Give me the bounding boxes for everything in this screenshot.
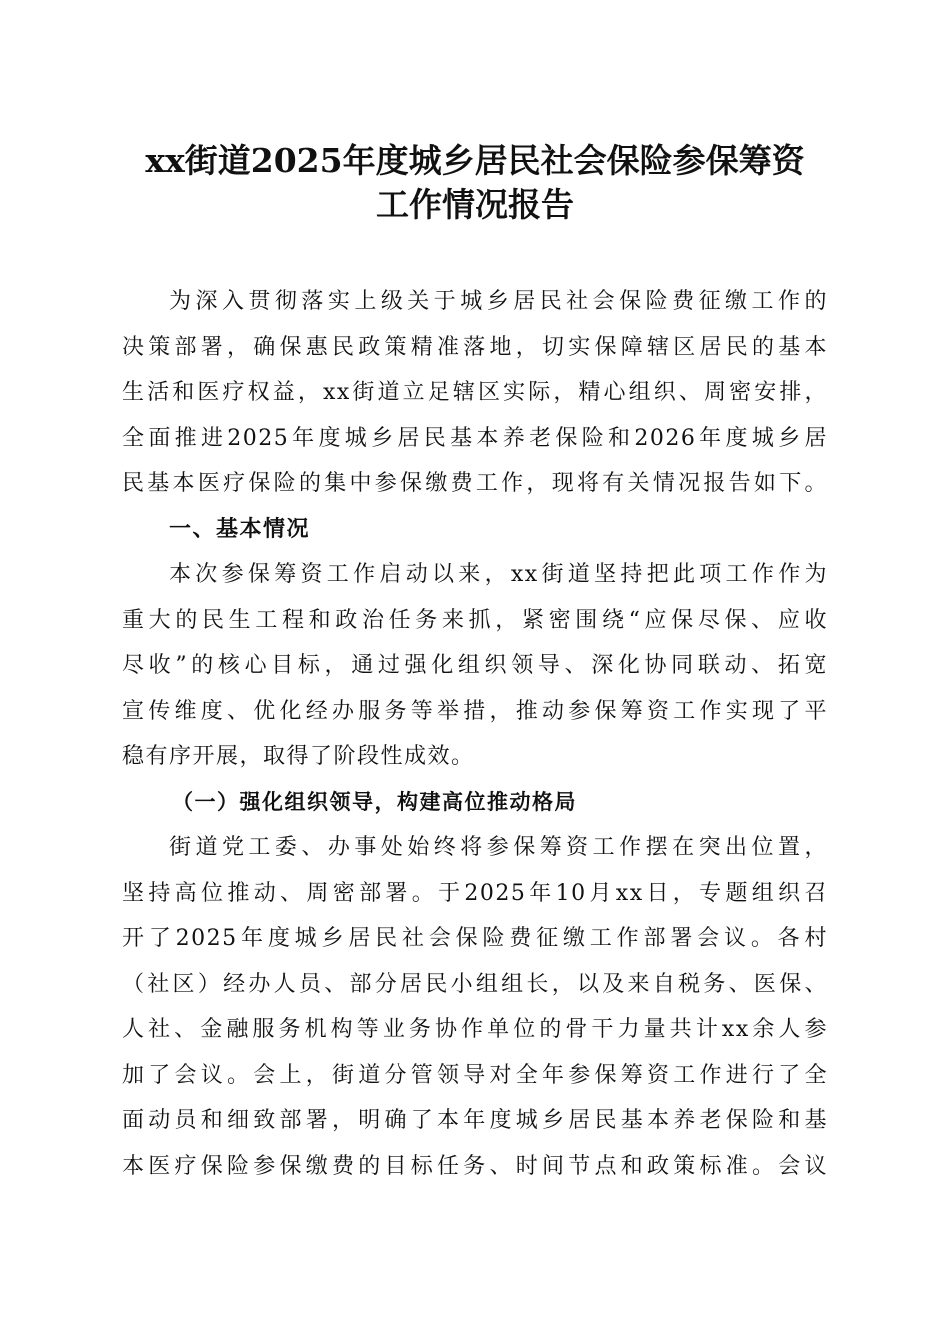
section-1-paragraph: [122, 552, 828, 780]
text-line: 为深入贯彻落实上级关于城乡居民社会保险费征缴工作的: [169, 289, 828, 314]
text-line: 本次参保筹资工作启动以来，xx街道坚持把此项工作作为: [169, 562, 828, 587]
document-title-line-1: xx街道2025年度城乡居民社会保险参保筹资: [145, 141, 805, 180]
text-line: 开了2025年度城乡居民社会保险费征缴工作部署会议。各村: [122, 926, 828, 951]
text-line: 重大的民生工程和政治任务来抓，紧密围绕“应保尽保、应收: [122, 607, 828, 633]
text-line: 加了会议。会上，街道分管领导对全年参保筹资工作进行了全: [122, 1062, 828, 1088]
text-line: 街道党工委、办事处始终将参保筹资工作摆在突出位置，: [169, 835, 828, 860]
subsection-heading-organization: （一）强化组织领导，构建高位推动格局: [172, 789, 577, 814]
text-line: 面动员和细致部署，明确了本年度城乡居民基本养老保险和基: [122, 1108, 828, 1133]
document-title-line-2: 工作情况报告: [376, 185, 574, 224]
text-line: 决策部署，确保惠民政策精准落地，切实保障辖区居民的基本: [122, 334, 828, 360]
text-line: 人社、金融服务机构等业务协作单位的骨干力量共计xx余人参: [122, 1017, 828, 1042]
text-line: 宣传维度、优化经办服务等举措，推动参保筹资工作实现了平: [122, 698, 828, 724]
text-line: 民基本医疗保险的集中参保缴费工作，现将有关情况报告如下。: [122, 471, 828, 496]
text-line: 生活和医疗权益，xx街道立足辖区实际，精心组织、周密安排，: [122, 380, 828, 405]
subsection-1-paragraph: [122, 825, 828, 1189]
document-body: [122, 279, 828, 1189]
text-line: 稳有序开展，取得了阶段性成效。: [122, 744, 475, 769]
text-line: 本医疗保险参保缴费的目标任务、时间节点和政策标准。会议: [122, 1153, 828, 1179]
text-line: 尽收”的核心目标，通过强化组织领导、深化协同联动、拓宽: [122, 653, 828, 678]
intro-paragraph: [122, 279, 828, 507]
text-line: 坚持高位推动、周密部署。于2025年10月xx日，专题组织召: [122, 880, 828, 906]
section-heading-basic-situation: 一、基本情况: [169, 516, 311, 542]
text-line: 全面推进2025年度城乡居民基本养老保险和2026年度城乡居: [122, 425, 828, 451]
text-line: （社区）经办人员、部分居民小组组长，以及来自税务、医保、: [122, 971, 828, 997]
